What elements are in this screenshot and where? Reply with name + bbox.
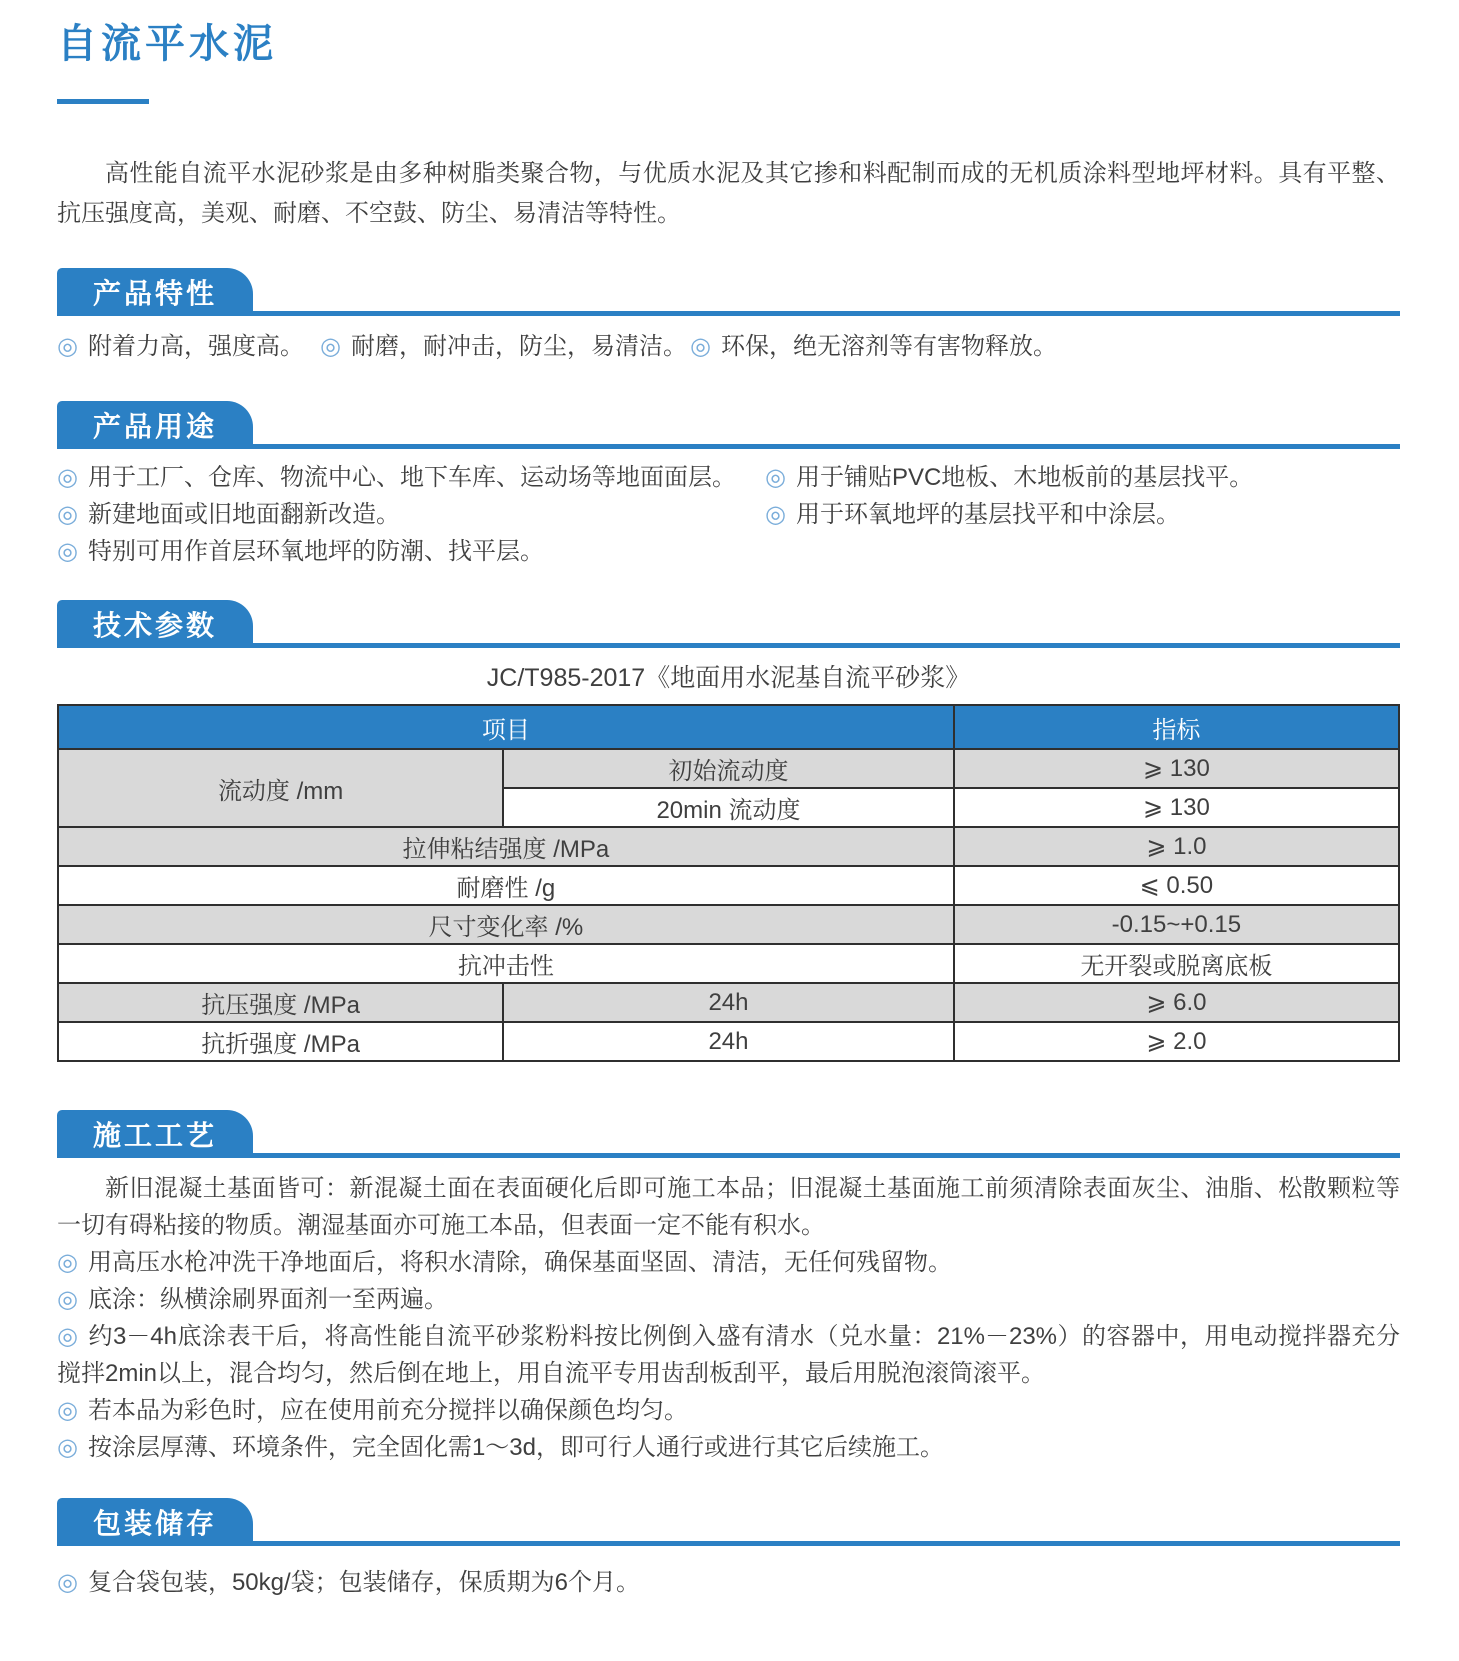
table-row bbox=[58, 944, 1399, 983]
uses-list-right bbox=[765, 459, 1400, 570]
bullseye-icon: ◎ bbox=[57, 1286, 78, 1313]
packaging-item-text: 复合袋包装，50kg/袋；包装储存，保质期为6个月。 bbox=[87, 1569, 641, 1596]
table-cell: 24h bbox=[503, 1022, 954, 1061]
use-item-text: 用于工厂、仓库、物流中心、地下车库、运动场等地面面层。 bbox=[87, 464, 736, 491]
feature-item bbox=[320, 328, 690, 365]
bullseye-icon: ◎ bbox=[690, 333, 711, 360]
feature-item-text: 环保，绝无溶剂等有害物释放。 bbox=[720, 333, 1057, 360]
feature-item-text: 附着力高，强度高。 bbox=[87, 333, 304, 360]
bullseye-icon: ◎ bbox=[765, 464, 786, 491]
process-step-text: 若本品为彩色时，应在使用前充分搅拌以确保颜色均匀。 bbox=[87, 1397, 688, 1424]
feature-list bbox=[57, 328, 1400, 365]
process-step bbox=[57, 1281, 1400, 1318]
table-cell: 抗折强度 /MPa bbox=[58, 1022, 503, 1061]
process-banner-tab bbox=[57, 1110, 253, 1158]
table-cell: 耐磨性 /g bbox=[58, 866, 954, 905]
banner-rule bbox=[57, 311, 1400, 316]
table-header-row bbox=[58, 705, 1399, 749]
process-step-text: 用高压水枪冲洗干净地面后，将积水清除，确保基面坚固、清洁，无任何残留物。 bbox=[87, 1249, 952, 1276]
packaging-heading: 包装储存 bbox=[93, 1508, 218, 1539]
table-cell: 抗冲击性 bbox=[58, 944, 954, 983]
bullseye-icon: ◎ bbox=[57, 1323, 79, 1350]
table-cell: ⩾ 130 bbox=[954, 788, 1399, 827]
process-step bbox=[57, 1429, 1400, 1466]
use-item-text: 新建地面或旧地面翻新改造。 bbox=[87, 501, 400, 528]
use-item bbox=[57, 533, 765, 570]
title-underline bbox=[57, 99, 149, 104]
standard-reference: JC/T985-2017《地面用水泥基自流平砂浆》 bbox=[486, 664, 971, 692]
process-intro: 新旧混凝土基面皆可：新混凝土面在表面硬化后即可施工本品；旧混凝土基面施工前须清除表面灰尘、油脂、松散颗粒等一切有碍粘接的物质。潮湿基面亦可施工本品，但表面一定不能有积水。 bbox=[57, 1175, 1400, 1239]
tech-section-banner bbox=[57, 600, 1400, 648]
process-step bbox=[57, 1392, 1400, 1429]
banner-rule bbox=[57, 643, 1400, 648]
uses-heading: 产品用途 bbox=[93, 411, 218, 442]
process-step-text: 约3－4h底涂表干后，将高性能自流平砂浆粉料按比例倒入盛有清水（兑水量：21%－23%）的容器中，用电动搅拌器充分搅拌2min以上，混合均匀，然后倒在地上，用自流平专用齿刮板刮平，最后用脱泡滚筒滚平。 bbox=[57, 1323, 1400, 1387]
process-section-banner bbox=[57, 1110, 1400, 1158]
table-cell: 20min 流动度 bbox=[503, 788, 954, 827]
banner-rule bbox=[57, 444, 1400, 449]
bullseye-icon: ◎ bbox=[57, 1397, 78, 1424]
use-item-text: 用于铺贴PVC地板、木地板前的基层找平。 bbox=[795, 464, 1254, 491]
table-row bbox=[58, 983, 1399, 1022]
table-cell: -0.15~+0.15 bbox=[954, 905, 1399, 944]
table-header-cell: 项目 bbox=[58, 705, 954, 749]
packaging-list bbox=[57, 1564, 1400, 1601]
features-banner-tab bbox=[57, 268, 253, 316]
table-cell: 抗压强度 /MPa bbox=[58, 983, 503, 1022]
feature-item bbox=[690, 328, 1057, 365]
page-title: 自流平水泥 bbox=[57, 22, 277, 66]
uses-banner-tab bbox=[57, 401, 253, 449]
table-cell: ⩽ 0.50 bbox=[954, 866, 1399, 905]
bullseye-icon: ◎ bbox=[57, 333, 78, 360]
packaging-section-banner bbox=[57, 1498, 1400, 1546]
tech-banner-tab bbox=[57, 600, 253, 648]
banner-rule bbox=[57, 1153, 1400, 1158]
table-row bbox=[58, 905, 1399, 944]
features-section-banner bbox=[57, 268, 1400, 316]
use-item-text: 用于环氧地坪的基层找平和中涂层。 bbox=[795, 501, 1180, 528]
table-row bbox=[58, 827, 1399, 866]
bullseye-icon: ◎ bbox=[57, 1434, 78, 1461]
process-step-text: 底涂：纵横涂刷界面剂一至两遍。 bbox=[87, 1286, 448, 1313]
table-row bbox=[58, 1022, 1399, 1061]
table-cell: 无开裂或脱离底板 bbox=[954, 944, 1399, 983]
table-cell: 拉伸粘结强度 /MPa bbox=[58, 827, 954, 866]
bullseye-icon: ◎ bbox=[57, 464, 78, 491]
table-cell: ⩾ 1.0 bbox=[954, 827, 1399, 866]
use-item bbox=[57, 459, 765, 496]
table-cell: 24h bbox=[503, 983, 954, 1022]
process-step bbox=[57, 1318, 1400, 1392]
process-step bbox=[57, 1244, 1400, 1281]
table-cell: 尺寸变化率 /% bbox=[58, 905, 954, 944]
packaging-banner-tab bbox=[57, 1498, 253, 1546]
table-cell: ⩾ 2.0 bbox=[954, 1022, 1399, 1061]
feature-item bbox=[57, 328, 320, 365]
intro-paragraph: 高性能自流平水泥砂浆是由多种树脂类聚合物，与优质水泥及其它掺和料配制而成的无机质涂料型地坪材料。具有平整、抗压强度高，美观、耐磨、不空鼓、防尘、易清洁等特性。 bbox=[57, 160, 1400, 227]
packaging-item bbox=[57, 1564, 1400, 1601]
bullseye-icon: ◎ bbox=[57, 1249, 78, 1276]
feature-item-text: 耐磨，耐冲击，防尘，易清洁。 bbox=[350, 333, 687, 360]
table-row bbox=[58, 749, 1399, 788]
bullseye-icon: ◎ bbox=[57, 1569, 78, 1596]
features-heading: 产品特性 bbox=[93, 278, 218, 309]
bullseye-icon: ◎ bbox=[765, 501, 786, 528]
bullseye-icon: ◎ bbox=[57, 538, 78, 565]
process-step-text: 按涂层厚薄、环境条件，完全固化需1～3d，即可行人通行或进行其它后续施工。 bbox=[87, 1434, 944, 1461]
tech-parameters-table bbox=[57, 704, 1400, 1062]
process-step-list bbox=[57, 1244, 1400, 1466]
table-header-cell: 指标 bbox=[954, 705, 1399, 749]
use-item bbox=[765, 459, 1400, 496]
table-cell: 流动度 /mm bbox=[58, 749, 503, 827]
uses-section-banner bbox=[57, 401, 1400, 449]
tech-heading: 技术参数 bbox=[93, 610, 218, 641]
bullseye-icon: ◎ bbox=[320, 333, 341, 360]
table-cell: ⩾ 6.0 bbox=[954, 983, 1399, 1022]
uses-list-left bbox=[57, 459, 765, 570]
use-item bbox=[57, 496, 765, 533]
table-row bbox=[58, 866, 1399, 905]
uses-columns bbox=[57, 459, 1400, 570]
banner-rule bbox=[57, 1541, 1400, 1546]
use-item-text: 特别可用作首层环氧地坪的防潮、找平层。 bbox=[87, 538, 544, 565]
bullseye-icon: ◎ bbox=[57, 501, 78, 528]
use-item bbox=[765, 496, 1400, 533]
table-cell: 初始流动度 bbox=[503, 749, 954, 788]
table-cell: ⩾ 130 bbox=[954, 749, 1399, 788]
datasheet-page bbox=[57, 12, 1400, 1601]
process-heading: 施工工艺 bbox=[93, 1120, 218, 1151]
